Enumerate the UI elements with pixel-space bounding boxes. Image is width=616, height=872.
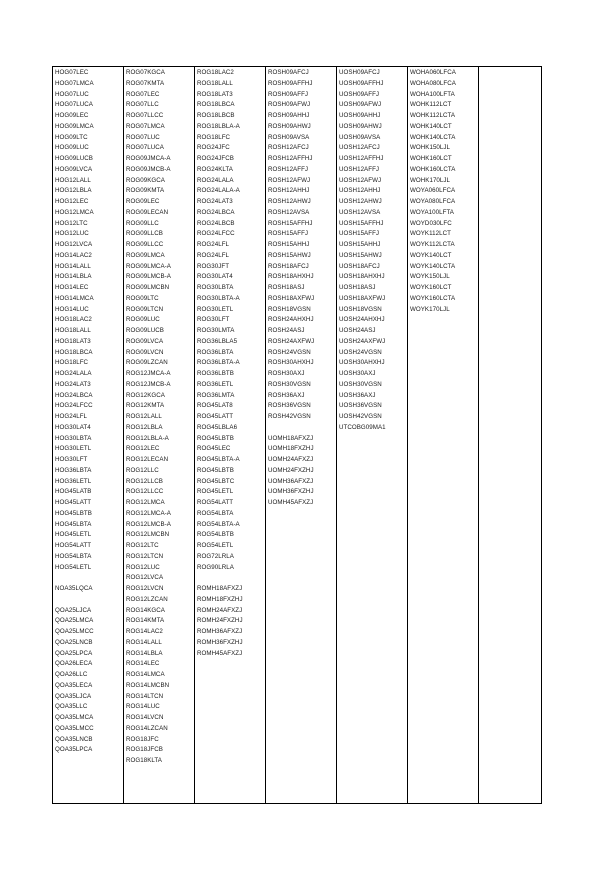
model-code: ROSH18AXFWJ (268, 294, 315, 302)
model-code: ROG36LETL (197, 380, 234, 388)
model-code: ROG09LVCN (126, 348, 164, 356)
model-code: ROG24LFCC (197, 230, 235, 238)
model-code: UOMH24AFXZJ (268, 456, 314, 463)
model-code: ROG30LAT4 (197, 273, 233, 281)
model-code: QOA35LECA (55, 681, 93, 689)
model-code: UOMH36FXZHJ (268, 488, 314, 496)
model-code: QOA25LJCA (55, 606, 92, 614)
model-code: ROG45LETL (197, 488, 234, 496)
model-code: ROG09LEC (126, 198, 160, 205)
model-code: HOG45LBTA (55, 520, 92, 528)
model-code: ROG54LBTA-A (197, 520, 240, 528)
model-code: UOSH09AHHJ (339, 112, 381, 119)
model-code: ROG09LTC (126, 294, 159, 302)
model-code: ROG30JFT (197, 262, 230, 270)
model-code: HOG07LUCA (55, 101, 93, 109)
model-code: WOYK112LCT (410, 230, 451, 238)
table-column-5 (337, 67, 408, 804)
model-code: UOSH36AXJ (339, 391, 376, 399)
model-code: QOA26LECA (55, 660, 93, 668)
model-code: ROSH09AFWJ (268, 101, 311, 109)
model-code: HOG14LBLA (55, 273, 92, 281)
model-code: ROG24LAT3 (197, 198, 233, 205)
model-code: ROSH12AFWJ (268, 176, 311, 184)
model-code: UOSH09AFFHJ (339, 79, 384, 87)
model-code: ROSH09AHWJ (268, 122, 311, 130)
model-code: HOG18LALL (55, 327, 91, 334)
model-code: ROG12LMCA (126, 499, 165, 506)
model-code: HOG12LMCA (55, 208, 94, 216)
model-code: UOSH30AXJ (339, 370, 376, 377)
model-code: UOMH18FXZHJ (268, 445, 314, 453)
model-code: ROG07KGCA (126, 69, 165, 76)
model-code: ROG07LLCC (126, 112, 164, 119)
model-code: ROG09LUCB (126, 327, 164, 334)
model-code: ROG30LFT (197, 316, 230, 324)
model-code: ROSH30AXJ (268, 370, 305, 377)
model-code: ROG09LVCA (126, 337, 164, 345)
model-code: ROG12LEC (126, 445, 160, 453)
model-code: WOHK140LCT (410, 122, 452, 130)
model-code: ROG07LUCA (126, 144, 164, 152)
model-code: QOA35LNCB (55, 735, 93, 743)
model-code: UOSH12AFWJ (339, 176, 382, 184)
model-code: WOHK150LJL (410, 144, 451, 152)
model-code: ROG36LMTA (197, 391, 235, 399)
model-code: ROG12LMCB-A (126, 520, 171, 528)
model-code: UOSH42VGSN (339, 413, 382, 420)
model-code: WOYA060LFCA (410, 187, 456, 195)
model-code: UOMH36AFXZJ (268, 477, 314, 485)
model-code: ROG30LBTA (197, 284, 234, 291)
group-spacer (55, 573, 121, 584)
model-code: HOG07LUC (55, 90, 89, 98)
model-code: HOG09LUCB (55, 155, 93, 162)
model-code: ROG12LTCN (126, 552, 164, 560)
model-code: ROSH36VGSN (268, 402, 311, 410)
model-code: HOG12LBLA (55, 187, 92, 195)
model-code: ROG90LRLA (197, 563, 234, 571)
model-code: WOHK160LCTA (410, 165, 456, 173)
model-code: HOG12LEC (55, 198, 89, 205)
model-code: ROMH45AFXZJ (197, 649, 243, 657)
model-code: ROG54LATT (197, 499, 234, 506)
model-code: ROG14LEC (126, 660, 160, 668)
model-code: UOSH24AXFWJ (339, 337, 386, 345)
model-code: ROSH24AHXHJ (268, 316, 314, 324)
model-code: ROG18LBLA-A (197, 122, 240, 130)
model-code: ROG45LBTB (197, 466, 234, 474)
model-code: UOSH12AFFJ (339, 165, 380, 173)
model-code: ROMH18FXZHJ (197, 595, 243, 603)
model-code: ROG24JFCB (197, 155, 234, 162)
model-code: HOG07LEC (55, 69, 89, 76)
model-code: ROSH18ASJ (268, 284, 305, 291)
model-code: HOG24LBCA (55, 391, 93, 399)
model-code: WOYD030LFC (410, 219, 452, 227)
model-code: ROG24LALA (197, 176, 234, 184)
model-code: WOHA100LFTA (410, 90, 455, 98)
model-code: ROSH12AHWJ (268, 198, 311, 205)
model-code: ROMH24AFXZJ (197, 606, 243, 614)
model-code: ROG12LMCBN (126, 531, 170, 539)
model-code: UOSH30AHXHJ (339, 359, 385, 367)
model-code: UOSH09AFCJ (339, 69, 380, 76)
model-code: ROG45LBTB (197, 434, 234, 442)
model-code: HOG18LBCA (55, 348, 93, 356)
model-code: ROG12LVCA (126, 574, 164, 582)
model-code: ROG54LBTA (197, 509, 234, 517)
model-code: ROG24LFL (197, 251, 230, 259)
model-code: QOA35LMCA (55, 714, 94, 721)
model-code: ROG18LALL (197, 79, 233, 87)
model-code: ROG09LLC (126, 219, 159, 227)
model-code: ROSH09AHHJ (268, 112, 310, 119)
model-code: QOA26LLC (55, 671, 88, 678)
model-code: ROSH12AFFHJ (268, 155, 313, 162)
model-code: ROG24LBCB (197, 219, 235, 227)
model-code: WOHA080LFCA (410, 79, 456, 87)
model-code: HOG36LETL (55, 477, 92, 485)
model-code: ROG09LTCN (126, 305, 164, 313)
model-code: ROG18LBCA (197, 101, 235, 109)
model-code: WOHK112LCTA (410, 112, 456, 119)
model-code: ROSH12AFFJ (268, 165, 309, 173)
model-code: ROG18LAT3 (197, 90, 233, 98)
model-code: HOG09LVCA (55, 165, 93, 173)
model-code: ROG09KGCA (126, 176, 165, 184)
model-code: UOSH24VGSN (339, 348, 382, 356)
model-code: UOSH18AHXHJ (339, 273, 385, 281)
model-code: ROMH18AFXZJ (197, 585, 243, 592)
model-code: ROG45LBTA-A (197, 456, 240, 463)
model-code: ROG07LMCA (126, 122, 165, 130)
model-code: ROG14LALL (126, 638, 162, 646)
model-code: WOYK140LCTA (410, 262, 456, 270)
model-code: UOSH18ASJ (339, 284, 376, 291)
model-code: ROSH09AFFHJ (268, 79, 313, 87)
model-code: ROG54LBTB (197, 531, 234, 539)
group-spacer (268, 423, 334, 434)
model-code: ROG12LMCA-A (126, 509, 171, 517)
model-code: ROG12LVCN (126, 585, 164, 592)
model-code: WOHK170LJL (410, 176, 451, 184)
model-code: WOHK112LCT (410, 101, 452, 109)
model-code: HOG12LALL (55, 176, 91, 184)
model-code: ROG12KMTA (126, 402, 165, 410)
model-code: QOA25LMCC (55, 628, 94, 635)
model-code: HOG30LETL (55, 445, 92, 453)
model-code: UOSH12AHHJ (339, 187, 381, 195)
model-code: ROG30LETL (197, 305, 234, 313)
model-code: UOSH09AVSA (339, 133, 381, 141)
model-code: UOSH09AHWJ (339, 122, 382, 130)
model-code: QOA25LNCB (55, 638, 93, 646)
model-code: HOG36LBTA (55, 466, 92, 474)
model-code: ROSH24AXFWJ (268, 337, 315, 345)
model-code: ROG45LBLA6 (197, 423, 238, 431)
model-code: ROMH24FXZHJ (197, 617, 243, 625)
model-code: ROG18LBCB (197, 112, 235, 119)
model-code: ROG18JFC (126, 735, 159, 743)
model-code: HOG14LEC (55, 284, 89, 291)
model-code: QOA25LMCA (55, 617, 94, 625)
model-code: WOYK160LCT (410, 284, 452, 291)
model-code: ROG12KGCA (126, 391, 165, 399)
model-code: ROG24JFC (197, 144, 230, 152)
model-code: ROSH24VGSN (268, 348, 311, 356)
model-code: ROSH36AXJ (268, 391, 305, 399)
model-code: ROG24LALA-A (197, 187, 240, 195)
model-code: UOSH15AHWJ (339, 251, 382, 259)
model-code: UTCOBG09MA1 (339, 423, 386, 431)
model-code: ROG12JMCB-A (126, 380, 171, 388)
model-code: HOG18LFC (55, 359, 89, 367)
model-code: HOG24LALA (55, 370, 92, 377)
model-code: ROSH09AFFJ (268, 90, 309, 98)
model-code: UOMH45AFXZJ (268, 499, 314, 506)
model-code: ROG14LTCN (126, 692, 164, 700)
model-code: QOA35LJCA (55, 692, 92, 700)
model-code: ROG36LBTA-A (197, 359, 240, 367)
model-code: ROSH12AHHJ (268, 187, 310, 195)
table-column-7 (479, 67, 542, 804)
model-code: WOYK140LCT (410, 251, 452, 259)
model-code: ROSH15AFFHJ (268, 219, 313, 227)
model-code: HOG45LETL (55, 531, 92, 539)
model-code: ROG14LUC (126, 703, 160, 711)
model-code: HOG54LETL (55, 563, 92, 571)
model-code: UOSH09AFFJ (339, 90, 380, 98)
model-code: ROG09LLCC (126, 241, 164, 248)
model-code: UOSH12AVSA (339, 208, 381, 216)
model-code: UOSH12AFCJ (339, 144, 380, 152)
model-code: HOG45LBTB (55, 509, 92, 517)
model-code: HOG54LBTA (55, 552, 92, 560)
model-code: ROG14LVCN (126, 714, 164, 721)
model-code: WOYK112LCTA (410, 241, 455, 248)
model-code: ROG18LFC (197, 133, 231, 141)
model-code: WOHK160LCT (410, 155, 452, 162)
model-code: HOG45LATT (55, 499, 92, 506)
model-code: HOG12LUC (55, 230, 89, 238)
model-code: ROSH15AFFJ (268, 230, 309, 238)
model-code: UOMH18AFXZJ (268, 434, 314, 442)
model-code: ROG24KLTA (197, 165, 233, 173)
model-code: HOG07LMCA (55, 79, 94, 87)
model-code: UOSH18AFCJ (339, 262, 380, 270)
model-code: ROG12LZCAN (126, 595, 168, 603)
model-code: HOG12LTC (55, 219, 88, 227)
model-code: HOG30LAT4 (55, 423, 91, 431)
table-column-4 (266, 67, 337, 804)
model-code: HOG54LATT (55, 542, 92, 549)
model-code: HOG45LATB (55, 488, 92, 496)
model-code: ROG12LLC (126, 466, 159, 474)
model-code: HOG12LVCA (55, 241, 93, 248)
model-code: UOSH18VGSN (339, 305, 382, 313)
model-code: ROG18LAC2 (197, 69, 234, 76)
table-column-3 (195, 67, 266, 804)
model-code: QOA25LPCA (55, 649, 93, 657)
model-code: ROG09LUC (126, 316, 160, 324)
table-row (53, 67, 542, 804)
model-code: HOG18LAC2 (55, 316, 92, 324)
model-code: ROG12LBLA (126, 423, 163, 431)
model-code: ROG12LLCC (126, 488, 164, 496)
table-column-1 (53, 67, 124, 804)
model-code: HOG14LUC (55, 305, 89, 313)
model-code: ROSH15AHHJ (268, 241, 310, 248)
model-code: UOSH24AHXHJ (339, 316, 385, 324)
table-column-6 (408, 67, 479, 804)
model-code: ROSH09AVSA (268, 133, 310, 141)
model-code: ROG45LEC (197, 445, 231, 453)
model-code: WOHK140LCTA (410, 133, 456, 141)
model-code: HOG14LMCA (55, 294, 94, 302)
model-code: ROG14LBLA (126, 649, 163, 657)
model-code: UOSH24ASJ (339, 327, 376, 334)
model-code: ROSH18VGSN (268, 305, 311, 313)
model-code: HOG24LFCC (55, 402, 93, 410)
table-column-2 (124, 67, 195, 804)
model-code: QOA35LMCC (55, 724, 94, 732)
model-code: HOG24LFL (55, 413, 88, 420)
model-code: ROG09JMCB-A (126, 165, 171, 173)
model-code: ROSH09AFCJ (268, 69, 309, 76)
model-code: ROG24LBCA (197, 208, 235, 216)
model-code: ROG09LMCA-A (126, 262, 171, 270)
model-code: UOSH09AFWJ (339, 101, 382, 109)
model-code: ROSH12AVSA (268, 208, 310, 216)
model-code: ROSH30VGSN (268, 380, 311, 388)
model-code: ROG14LAC2 (126, 628, 163, 635)
model-code: ROG12LTC (126, 542, 159, 549)
model-code: UOSH30VGSN (339, 380, 382, 388)
model-code: ROG36LBTA (197, 348, 234, 356)
model-code: ROMH36AFXZJ (197, 628, 243, 635)
model-code: HOG14LALL (55, 262, 91, 270)
model-code: ROG36LBLA5 (197, 337, 238, 345)
model-code: ROG07LEC (126, 90, 160, 98)
model-code: ROG09LMCBN (126, 284, 170, 291)
model-code: WOHA060LFCA (410, 69, 456, 76)
model-code: ROG54LETL (197, 542, 234, 549)
model-code: HOG09LMCA (55, 122, 94, 130)
model-code: ROG09LLCB (126, 230, 163, 238)
model-code: UOSH15AFFHJ (339, 219, 384, 227)
model-code: QOA35LLC (55, 703, 88, 711)
model-code: ROG09LMCA (126, 251, 165, 259)
model-code: ROSH18AHXHJ (268, 273, 314, 281)
model-code: ROG12LUC (126, 563, 160, 571)
model-code: ROG09JMCA-A (126, 155, 171, 162)
model-code: UOSH36VGSN (339, 402, 382, 410)
model-code: ROG12LLCB (126, 477, 163, 485)
model-code: ROG18JFCB (126, 746, 163, 754)
model-code: ROSH12AFCJ (268, 144, 309, 152)
model-code: WOYA100LFTA (410, 208, 454, 216)
model-code: ROMH36FXZHJ (197, 638, 243, 646)
model-code: UOSH15AHHJ (339, 241, 381, 248)
model-code: ROG14KGCA (126, 606, 165, 614)
model-code: ROG07LLC (126, 101, 159, 109)
model-code: ROG30LBTA-A (197, 294, 240, 302)
model-code: ROG12JMCA-A (126, 370, 171, 377)
model-code: ROG45LATT (197, 413, 234, 420)
model-code: ROG09LZCAN (126, 359, 168, 367)
model-code: ROG09KMTA (126, 187, 165, 195)
model-code: ROG14LMCBN (126, 681, 170, 689)
model-code: ROG14LZCAN (126, 724, 168, 732)
model-code: WOYK170LJL (410, 305, 450, 313)
model-code: ROSH30AHXHJ (268, 359, 314, 367)
model-code: ROG12LBLA-A (126, 434, 169, 442)
group-spacer (55, 595, 121, 606)
model-code: ROG18KLTA (126, 757, 162, 764)
model-code: UOSH12AHWJ (339, 198, 382, 205)
model-code: ROG72LRLA (197, 552, 234, 560)
model-code: HOG09LEC (55, 112, 89, 119)
model-code: UOSH15AFFJ (339, 230, 380, 238)
model-code: ROSH15AHWJ (268, 251, 311, 259)
model-code: ROG14LMCA (126, 671, 165, 678)
model-code: ROSH18AFCJ (268, 262, 309, 270)
model-code: WOYA080LFCA (410, 198, 456, 205)
model-code: ROG45LAT8 (197, 402, 233, 410)
model-code: HOG14LAC2 (55, 251, 92, 259)
model-code: WOYK150LJL (410, 273, 450, 281)
model-code: HOG30LFT (55, 456, 88, 463)
model-code: HOG24LAT3 (55, 380, 91, 388)
model-code: ROG07KMTA (126, 79, 165, 87)
model-code: HOG09LTC (55, 133, 88, 141)
model-code: UOSH12AFFHJ (339, 155, 384, 162)
model-code: WOYK160LCTA (410, 294, 456, 302)
model-code: HOG18LAT3 (55, 337, 91, 345)
model-code: HOG09LUC (55, 144, 89, 152)
model-code: ROG12LECAN (126, 456, 169, 463)
model-code: ROG09LECAN (126, 208, 169, 216)
model-code: HOG30LBTA (55, 434, 92, 442)
group-spacer (197, 573, 263, 584)
model-code: ROG24LFL (197, 241, 230, 248)
model-code: ROG14KMTA (126, 617, 165, 625)
model-code: ROG36LBTB (197, 370, 234, 377)
model-code-table (52, 66, 542, 804)
model-code: UOSH18AXFWJ (339, 294, 386, 302)
model-code: ROG07LUC (126, 133, 160, 141)
model-code: ROSH42VGSN (268, 413, 311, 420)
model-code: ROSH24ASJ (268, 327, 305, 334)
model-code: ROG45LBTC (197, 477, 235, 485)
model-code: ROG30LMTA (197, 327, 235, 334)
model-code: ROG09LMCB-A (126, 273, 171, 281)
model-code: UOMH24FXZHJ (268, 466, 314, 474)
model-code: ROG12LALL (126, 413, 162, 420)
model-code: NOA35LQCA (55, 585, 93, 592)
model-code: QOA35LPCA (55, 746, 93, 754)
